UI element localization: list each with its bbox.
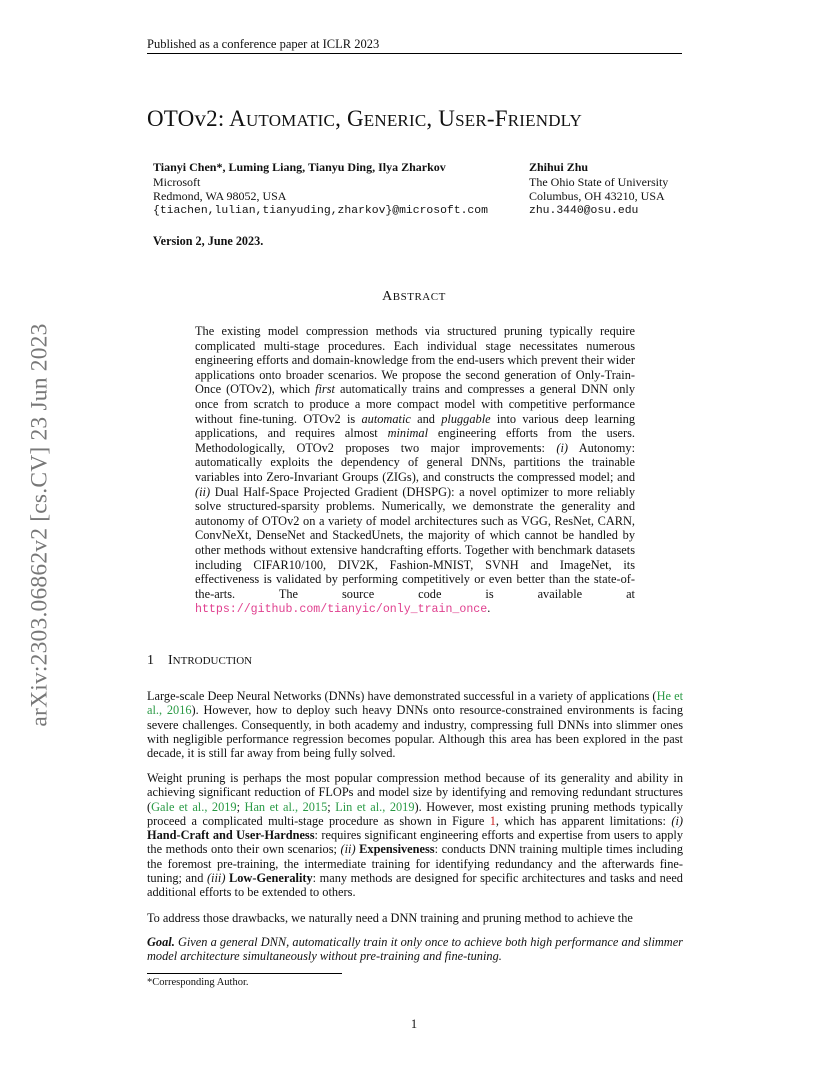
goal-statement: Goal. Given a general DNN, automatically train it only once to achieve both high performance and slimmer model architecture simultaneously without pre-training and fine-tuning. bbox=[147, 935, 683, 964]
citation-link[interactable]: He et al., 2016 bbox=[147, 689, 684, 718]
running-header: Published as a conference paper at ICLR 2023 bbox=[147, 37, 380, 51]
source-code-link[interactable]: https://github.com/tianyic/only_train_once bbox=[195, 603, 488, 617]
author-names: Tianyi Chen*, Luming Liang, Tianyu Ding, Ilya Zharkov bbox=[153, 160, 446, 174]
author-block-left bbox=[153, 160, 488, 218]
header-rule bbox=[147, 53, 682, 54]
author-email: {tiachen,lulian,tianyuding,zharkov}@microsoft.com bbox=[153, 204, 488, 217]
citation-link[interactable]: Lin et al., 2019 bbox=[335, 799, 415, 814]
page-number: 1 bbox=[410, 1017, 418, 1031]
section-heading: 1 INTRODUCTION bbox=[147, 653, 253, 668]
citation-link[interactable]: Gale et al., 2019 bbox=[151, 799, 237, 814]
author-affiliation: The Ohio State of University bbox=[529, 174, 669, 189]
intro-paragraph-3: To address those drawbacks, we naturally need a DNN training and pruning method to achieve the bbox=[147, 911, 633, 925]
footnote: *Corresponding Author. bbox=[147, 977, 249, 988]
arxiv-identifier[interactable]: arXiv:2303.06862v2 [cs.CV] 23 Jun 2023 bbox=[26, 323, 53, 727]
author-name: Zhihui Zhu bbox=[529, 160, 589, 174]
paper-title: OTOv2: AUTOMATIC, GENERIC, USER-FRIENDLY bbox=[147, 106, 583, 131]
intro-paragraph-2: Weight pruning is perhaps the most popular compression method because of its generality and ability in achieving significant reduction of FLOPs and model size by identifying and removing redundant structures (Gale et al., 2019; Han et al., 2015; Lin et al., 2019). However, most existing pruning methods typically proceed a complicated multi-stage procedure as shown in Figure 1, which has apparent limitations: (i) Hand-Craft and User-Hardness: requires significant engineering efforts and expertise from users to apply the methods onto their own scenarios; (ii) Expensiveness: conducts DNN training multiple times including the foremost pre-training, the intermediate training for identifying redundancy and the afterwards fine-tuning; and (iii) Low-Generality: many methods are designed for specific architectures and tasks and need additional efforts to be extended to others. bbox=[147, 771, 684, 899]
arxiv-sidebar bbox=[20, 290, 60, 760]
abstract-body: The existing model compression methods via structured pruning typically require complicated multi-stage procedures. Each individual stage necessitates numerous engineering efforts and domain-knowledge from the end-users which prevent their wider applications onto broader scenarios. We propose the second generation of Only-Train-Once (OTOv2), which first automatically trains and compresses a general DNN only once from scratch to produce a more compact model with competitive performance without fine-tuning. OTOv2 is automatic and pluggable into various deep learning applications, and requires almost minimal engineering efforts from the users. Methodologically, OTOv2 proposes two major improvements: (i) Autonomy: automatically exploits the dependency of general DNNs, partitions the trainable variables into Zero-Invariant Groups (ZIGs), and constructs the compressed model; and (ii) Dual Half-Space Projected Gradient (DHSPG): a novel optimizer to more reliably solve structured-sparsity problems. Numerically, we demonstrate the generality and autonomy of OTOv2 on a variety of model architectures such as VGG, ResNet, CARN, ConvNeXt, DenseNet and StackedUnets, the majority of which cannot be handled by other methods without extensive handcrafting efforts. Together with benchmark datasets including CIFAR10/100, DIV2K, Fashion-MNIST, SVNH and ImageNet, its effectiveness is validated by performing competitively or even better than the state-of-the-arts. The source code is available at https://github.com/tianyic/only_train_once. bbox=[195, 324, 635, 617]
figure-reference-link[interactable]: 1 bbox=[489, 813, 496, 828]
version-note: Version 2, June 2023. bbox=[153, 234, 264, 248]
author-block-right bbox=[529, 160, 668, 218]
intro-paragraph-1: Large-scale Deep Neural Networks (DNNs) have demonstrated successful in a variety of applications (He et al., 2016). However, how to deploy such heavy DNNs onto resource-constrained environments is facing severe challenges. Consequently, in both academy and industry, compressing full DNNs into slimmer ones with negligible performance regression becomes popular. Although this area has been explored in the past decade, it is still far away from being fully solved. bbox=[147, 689, 684, 760]
author-address: Columbus, OH 43210, USA bbox=[529, 189, 665, 204]
citation-link[interactable]: Han et al., 2015 bbox=[244, 799, 328, 814]
author-address: Redmond, WA 98052, USA bbox=[153, 189, 287, 204]
abstract-heading: ABSTRACT bbox=[382, 289, 446, 304]
footnote-rule bbox=[147, 973, 342, 974]
author-email: zhu.3440@osu.edu bbox=[529, 204, 639, 217]
author-affiliation: Microsoft bbox=[153, 174, 201, 189]
